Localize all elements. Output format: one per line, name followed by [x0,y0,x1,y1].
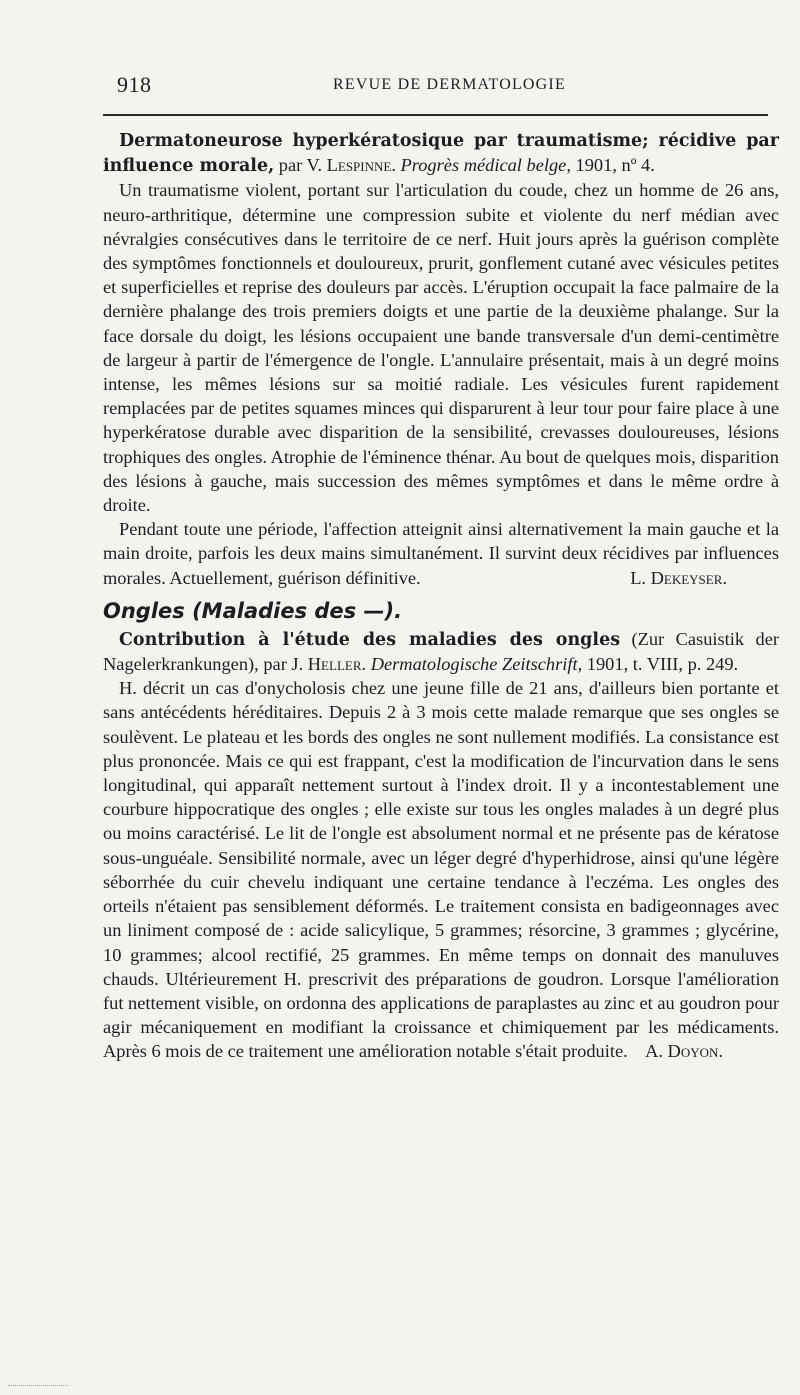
article2-heading [103,627,779,676]
article2-journal: Dermatologische Zeitschrift, [366,654,583,675]
article1-citation: 1901, nº 4. [570,155,655,176]
article2-paragraph-1-text: H. décrit un cas d'onycholosis chez une jeune fille de 21 ans, d'ailleurs bien portante et sans antécédents héréditaires. Depuis 2 à 3 mois cette malade remarque que ses ongles se soulèvent. Le plateau et les bords des ongles ne sont nullement modifiés. La consistance est plus prononcée. Mais ce qui est frappant, c'est la modification de l'incurvation dans le sens longitudinal, qui apparaît nettement surtout à l'index droit. Il y a incontestablement une courbure hippocratique des ongles ; elle existe sur tous les ongles malades à un degré plus ou moins caractérisé. Le lit de l'ongle est absolument normal et ne présente pas de kératose sous-unguéale. Sensibilité normale, avec un léger degré d'hyperhidrose, ainsi qu'une légère séborrhée du cuir chevelu indiquant une certaine tendance à l'eczéma. Les ongles des orteils n'étaient pas sensiblement déformés. Le traitement consista en badigeonnages avec un liniment composé de : acide salicylique, 5 grammes; résorcine, 3 grammes ; glycérine, 10 grammes; alcool rectifié, 25 grammes. En même temps on donnait des manuluves chauds. Ultérieurement H. prescrivit des préparations de goudron. Lorsque l'amélioration fut nettement visible, on ordonna des applications de paraplastes au zinc et au goudron pour agir mécaniquement en modifiant la croissance et chimiquement par les médicaments. Après 6 mois de ce traitement une amélioration notable s'était produite. [103,678,779,1062]
article2-subtitle: (Zur Casuistik der Nagelerkrankungen), par J. [103,628,780,675]
page-number: 918 [117,72,152,97]
article1-author: Lespinne. [326,155,396,176]
section-heading: Ongles (Maladies des —). [103,598,403,623]
running-title: REVUE DE DERMATOLOGIE [333,76,566,93]
article2-signature: A. Doyon. [645,1041,723,1062]
article1-heading [103,128,779,178]
article1-journal: Progrès médical belge, [395,155,571,176]
article1-paragraph-2 [103,517,779,590]
page-header [117,72,782,108]
article1-by: par V. [274,155,327,176]
article2-citation: 1901, t. VIII, p. 249. [582,654,739,675]
article2-title: Contribution à l'étude des maladies des ongles [119,629,621,650]
article1-signature: L. Dekeyser. [630,567,727,588]
header-rule [103,114,768,116]
article2-paragraph-1 [103,676,779,1063]
article2-author: Heller. [307,654,367,675]
article1-paragraph-1: Un traumatisme violent, portant sur l'articulation du coude, chez un homme de 26 ans, neuro-arthritique, détermine une compression subite et violente du nerf médian avec névralgies consécutives dans le territoire de ce nerf. Huit jours après la guérison complète des symptômes fonctionnels et douloureux, prurit, gonflement cutané avec vésicules petites et superficielles et reprise des douleurs par accès. L'éruption occupait la face palmaire de la dernière phalange des trois premiers doigts et une partie de la deuxième phalange. Sur la face dorsale du doigt, les lésions occupaient une bande transversale d'un demi-centimètre de largeur à partir de l'émergence de l'ongle. L'annulaire présentait, mais à un degré moins intense, les mêmes lésions sur sa moitié radiale. Les vésicules furent rapidement remplacées par de petites squames minces qui disparurent à leur tour pour faire place à une hyperkératose durable avec disparition de la sensibilité, crevasses douloureuses, lésions trophiques des ongles. Atrophie de l'éminence thénar. Au bout de quelques mois, disparition des lésions à gauche, mais succession des mêmes symptômes et dans le même ordre à droite. [103,180,779,516]
page-body [103,128,779,1064]
article1-title: Dermatoneurose hyperkératosique par traumatisme; récidive par influence morale, [103,131,779,177]
scan-specks [8,1385,68,1389]
article1-paragraph-2-text: Pendant toute une période, l'affection atteignit ainsi alternativement la main gauche et la main droite, parfois les deux mains simultanément. Il survint deux récidives par influences morales. Actuellement, guérison définitive. [103,519,779,588]
